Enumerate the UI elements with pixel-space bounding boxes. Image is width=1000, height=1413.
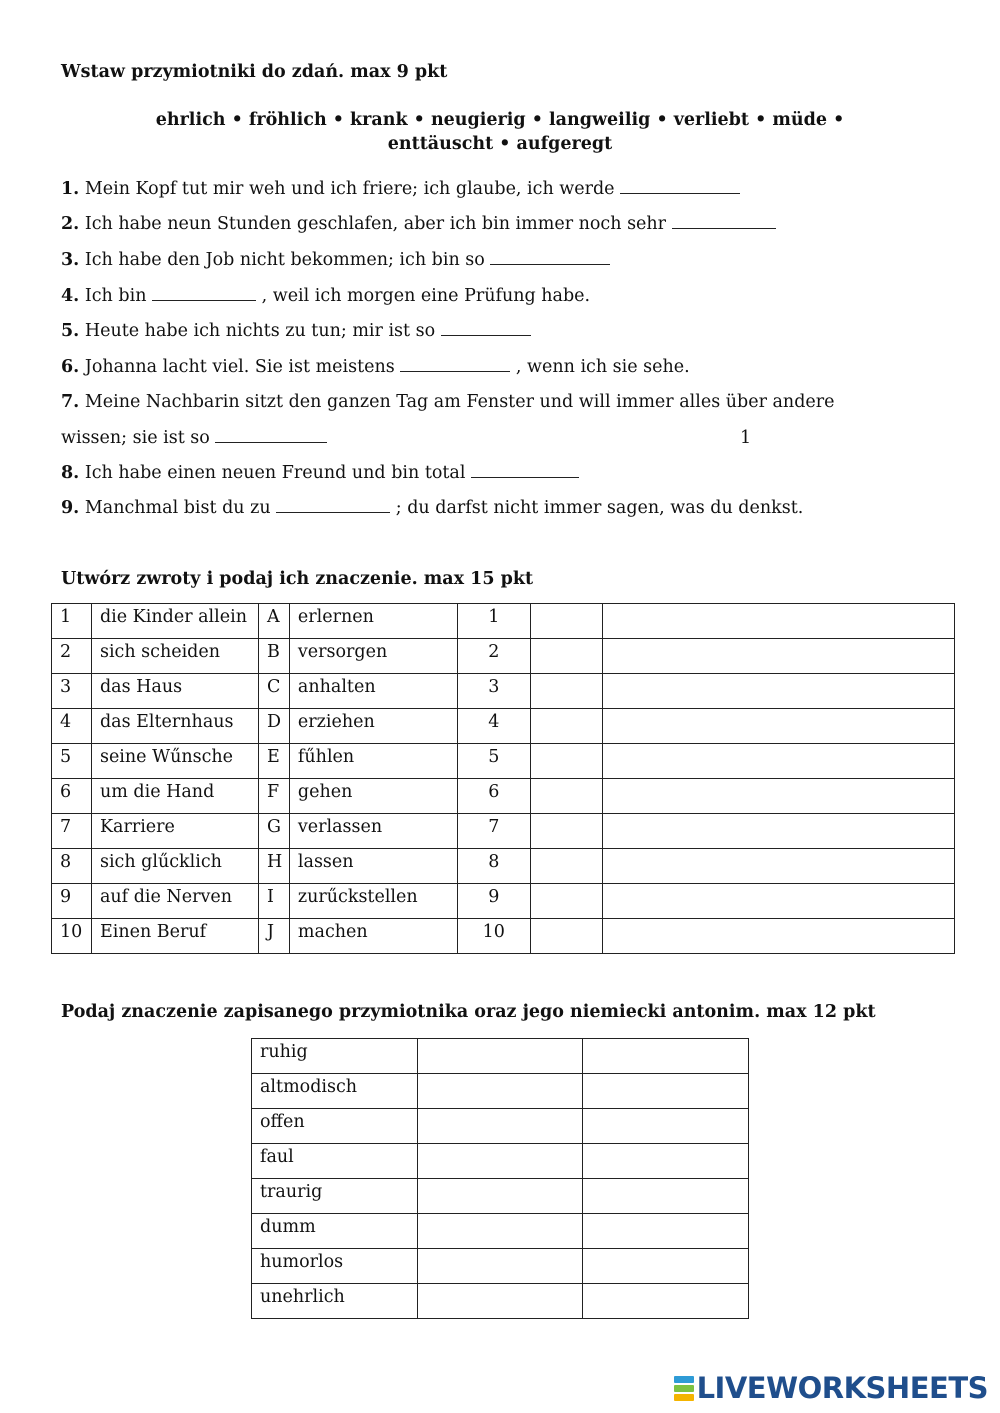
sentence-text-after: ; du darfst nicht immer sagen, was du denkst.: [390, 498, 804, 518]
phrase-cell: [91, 744, 258, 779]
sentence-text: Mein Kopf tut mir weh und ich friere; ich glaube, ich werde: [79, 179, 621, 199]
matching-table: [51, 603, 955, 954]
answer-number-cell-text: 1: [488, 607, 500, 627]
meaning-input[interactable]: [417, 1284, 583, 1319]
adjective-cell: [252, 1179, 418, 1214]
phrase-cell: [91, 849, 258, 884]
answer-letter-input[interactable]: [530, 884, 602, 919]
verb-cell: [289, 744, 457, 779]
answer-letter-input[interactable]: [530, 814, 602, 849]
row-number: [52, 814, 92, 849]
row-number: [52, 849, 92, 884]
phrase-cell-text: sich scheiden: [99, 642, 221, 662]
verb-cell-text: lassen: [297, 852, 354, 872]
answer-number-cell: [457, 744, 530, 779]
answer-blank[interactable]: [441, 320, 531, 336]
verb-cell: [289, 849, 457, 884]
row-number-text: 10: [60, 922, 83, 942]
phrase-cell: [91, 604, 258, 639]
letter-cell-text: E: [266, 747, 280, 767]
sentence-number: 9.: [61, 498, 80, 518]
sentence-number: 2.: [61, 214, 80, 234]
sentence-text: Meine Nachbarin sitzt den ganzen Tag am Fenster und will immer alles über andere: [79, 392, 835, 412]
sentence-text: Ich habe den Job nicht bekommen; ich bin so: [79, 250, 491, 270]
meaning-input[interactable]: [602, 709, 954, 744]
row-number: [52, 604, 92, 639]
answer-number-cell-text: 3: [488, 677, 500, 697]
adjective-cell-text: offen: [260, 1112, 305, 1132]
answer-number-cell-text: 2: [488, 642, 500, 662]
answer-number-cell: [457, 884, 530, 919]
answer-letter-input[interactable]: [530, 919, 602, 954]
answer-number-cell-text: 9: [488, 887, 500, 907]
verb-cell-text: zurűckstellen: [297, 887, 418, 907]
answer-number-cell: [457, 709, 530, 744]
section-2-heading: Utwórz zwroty i podaj ich znaczenie. max 15 pkt: [61, 569, 534, 589]
answer-blank[interactable]: [215, 427, 327, 443]
sentence-text: Heute habe ich nichts zu tun; mir ist so: [79, 321, 441, 341]
answer-blank[interactable]: [400, 356, 510, 372]
verb-cell-text: fűhlen: [297, 747, 355, 767]
sentence-number: 8.: [61, 463, 80, 483]
letter-cell-text: B: [266, 642, 280, 662]
meaning-input[interactable]: [602, 919, 954, 954]
row-number: [52, 744, 92, 779]
answer-blank[interactable]: [152, 285, 256, 301]
row-number-text: 5: [60, 747, 72, 767]
phrase-cell: [91, 884, 258, 919]
table-row: [52, 884, 955, 919]
meaning-input[interactable]: [602, 744, 954, 779]
answer-number-cell-text: 5: [488, 747, 500, 767]
sentence-text: wissen; sie ist so: [61, 428, 216, 448]
sentence-2: [61, 213, 776, 234]
verb-cell-text: gehen: [297, 782, 353, 802]
meaning-input[interactable]: [602, 604, 954, 639]
table-row: [52, 744, 955, 779]
adjective-cell-text: unehrlich: [260, 1287, 345, 1307]
row-number: [52, 884, 92, 919]
meaning-input[interactable]: [602, 674, 954, 709]
letter-cell: [258, 709, 289, 744]
row-number-text: 4: [60, 712, 72, 732]
row-number-text: 8: [60, 852, 72, 872]
letter-cell-text: G: [266, 817, 281, 837]
verb-cell: [289, 674, 457, 709]
sentence-text: Johanna lacht viel. Sie ist meistens: [79, 357, 401, 377]
sentence-10: [61, 497, 803, 518]
table-row: [52, 639, 955, 674]
adjective-cell: [252, 1214, 418, 1249]
answer-number-cell-text: 6: [488, 782, 500, 802]
adjective-cell-text: traurig: [260, 1182, 323, 1202]
letter-cell: [258, 604, 289, 639]
verb-cell-text: erlernen: [297, 607, 374, 627]
phrase-cell: [91, 709, 258, 744]
letter-cell: [258, 674, 289, 709]
verb-cell: [289, 709, 457, 744]
row-number: [52, 674, 92, 709]
sentence-1: [61, 178, 740, 199]
phrase-cell: [91, 814, 258, 849]
sentence-5: [61, 320, 531, 341]
sentence-text-after: , weil ich morgen eine Prüfung habe.: [256, 286, 591, 306]
answer-blank[interactable]: [276, 497, 390, 513]
phrase-cell-text: sich glűcklich: [99, 852, 222, 872]
table-row: [52, 919, 955, 954]
section-1-heading: Wstaw przymiotniki do zdań. max 9 pkt: [61, 62, 448, 82]
adjective-cell-text: altmodisch: [260, 1077, 358, 1097]
antonym-input[interactable]: [583, 1074, 749, 1109]
antonym-input[interactable]: [583, 1249, 749, 1284]
row-number: [52, 709, 92, 744]
adjective-cell-text: dumm: [260, 1217, 316, 1237]
meaning-input[interactable]: [602, 639, 954, 674]
letter-cell: [258, 744, 289, 779]
verb-cell-text: versorgen: [297, 642, 388, 662]
phrase-cell-text: Einen Beruf: [99, 922, 207, 942]
verb-cell-text: erziehen: [297, 712, 375, 732]
answer-number-cell: [457, 849, 530, 884]
meaning-input[interactable]: [417, 1249, 583, 1284]
letter-cell: [258, 779, 289, 814]
sentence-9: [61, 462, 579, 483]
answer-number-cell: [457, 919, 530, 954]
answer-number-cell-text: 7: [488, 817, 500, 837]
verb-cell-text: machen: [297, 922, 368, 942]
table-row: [252, 1074, 749, 1109]
table-row: [252, 1144, 749, 1179]
row-number-text: 7: [60, 817, 72, 837]
table-row: [252, 1039, 749, 1074]
meaning-input[interactable]: [417, 1179, 583, 1214]
letter-cell-text: H: [266, 852, 283, 872]
row-number-text: 3: [60, 677, 72, 697]
sentence-number: 5.: [61, 321, 80, 341]
logo-block: [674, 1394, 694, 1401]
verb-cell: [289, 814, 457, 849]
word-bank-line-1: ehrlich • fröhlich • krank • neugierig • langweilig • verliebt • müde •: [155, 110, 845, 130]
phrase-cell-text: das Haus: [99, 677, 183, 697]
phrase-cell-text: die Kinder allein: [99, 607, 247, 627]
side-number: 1: [740, 428, 752, 448]
table-row: [52, 604, 955, 639]
logo-text: LIVEWORKSHEETS: [696, 1371, 988, 1405]
adjective-cell: [252, 1074, 418, 1109]
antonym-input[interactable]: [583, 1284, 749, 1319]
sentence-number: 3.: [61, 250, 80, 270]
row-number: [52, 779, 92, 814]
answer-number-cell: [457, 674, 530, 709]
meaning-input[interactable]: [417, 1144, 583, 1179]
logo-block: [674, 1376, 694, 1383]
letter-cell-text: D: [266, 712, 281, 732]
antonym-input[interactable]: [583, 1109, 749, 1144]
sentence-3: [61, 249, 610, 270]
verb-cell: [289, 779, 457, 814]
letter-cell-text: A: [266, 607, 280, 627]
answer-number-cell-text: 4: [488, 712, 500, 732]
table-row: [52, 779, 955, 814]
table-row: [252, 1249, 749, 1284]
adjective-cell: [252, 1039, 418, 1074]
answer-number-cell: [457, 639, 530, 674]
verb-cell: [289, 919, 457, 954]
phrase-cell-text: um die Hand: [99, 782, 215, 802]
sentence-text: Ich habe neun Stunden geschlafen, aber ich bin immer noch sehr: [79, 214, 672, 234]
table-row: [252, 1109, 749, 1144]
phrase-cell-text: das Elternhaus: [99, 712, 234, 732]
answer-letter-input[interactable]: [530, 709, 602, 744]
letter-cell: [258, 639, 289, 674]
verb-cell-text: verlassen: [297, 817, 383, 837]
answer-number-cell-text: 8: [488, 852, 500, 872]
meaning-input[interactable]: [602, 814, 954, 849]
sentence-7: [61, 392, 834, 412]
phrase-cell: [91, 674, 258, 709]
meaning-input[interactable]: [602, 884, 954, 919]
adjective-table: [251, 1038, 749, 1319]
sentence-text: Manchmal bist du zu: [79, 498, 277, 518]
table-row: [52, 674, 955, 709]
verb-cell: [289, 604, 457, 639]
word-bank: [100, 108, 900, 156]
answer-number-cell: [457, 779, 530, 814]
adjective-cell-text: humorlos: [260, 1252, 344, 1272]
sentence-text: Ich bin: [79, 286, 153, 306]
logo-block: [674, 1385, 694, 1392]
answer-letter-input[interactable]: [530, 604, 602, 639]
antonym-input[interactable]: [583, 1214, 749, 1249]
antonym-input[interactable]: [583, 1179, 749, 1214]
sentence-4: [61, 285, 590, 306]
adjective-cell: [252, 1249, 418, 1284]
letter-cell-text: F: [266, 782, 280, 802]
table-row: [52, 709, 955, 744]
sentence-number: 6.: [61, 357, 80, 377]
letter-cell: [258, 884, 289, 919]
letter-cell: [258, 919, 289, 954]
table-row: [252, 1179, 749, 1214]
answer-blank[interactable]: [672, 213, 776, 229]
phrase-cell-text: Karriere: [99, 817, 175, 837]
row-number-text: 6: [60, 782, 72, 802]
row-number-text: 2: [60, 642, 72, 662]
letter-cell-text: I: [266, 887, 274, 907]
meaning-input[interactable]: [417, 1039, 583, 1074]
phrase-cell: [91, 919, 258, 954]
sentence-text: Ich habe einen neuen Freund und bin total: [79, 463, 472, 483]
adjective-cell: [252, 1109, 418, 1144]
row-number-text: 9: [60, 887, 72, 907]
answer-letter-input[interactable]: [530, 674, 602, 709]
phrase-cell: [91, 639, 258, 674]
meaning-input[interactable]: [417, 1214, 583, 1249]
answer-blank[interactable]: [490, 249, 610, 265]
answer-number-cell: [457, 814, 530, 849]
meaning-input[interactable]: [417, 1109, 583, 1144]
answer-letter-input[interactable]: [530, 779, 602, 814]
meaning-input[interactable]: [602, 849, 954, 884]
sentence-number: 4.: [61, 286, 80, 306]
adjective-cell: [252, 1144, 418, 1179]
answer-letter-input[interactable]: [530, 849, 602, 884]
row-number-text: 1: [60, 607, 72, 627]
phrase-cell-text: auf die Nerven: [99, 887, 232, 907]
phrase-cell: [91, 779, 258, 814]
adjective-cell: [252, 1284, 418, 1319]
sentence-6: [61, 356, 690, 377]
answer-letter-input[interactable]: [530, 744, 602, 779]
section-3-heading: Podaj znaczenie zapisanego przymiotnika oraz jego niemiecki antonim. max 12 pkt: [61, 1002, 876, 1022]
antonym-input[interactable]: [583, 1144, 749, 1179]
answer-blank[interactable]: [471, 462, 579, 478]
answer-number-cell: [457, 604, 530, 639]
adjective-cell-text: ruhig: [260, 1042, 308, 1062]
answer-letter-input[interactable]: [530, 639, 602, 674]
liveworksheets-logo: [674, 1372, 988, 1404]
sentence-number: 7.: [61, 392, 80, 412]
meaning-input[interactable]: [417, 1074, 583, 1109]
answer-number-cell-text: 10: [482, 922, 505, 942]
letter-cell: [258, 814, 289, 849]
verb-cell: [289, 884, 457, 919]
table-row: [252, 1214, 749, 1249]
table-row: [52, 849, 955, 884]
verb-cell: [289, 639, 457, 674]
row-number: [52, 639, 92, 674]
word-bank-line-2: enttäuscht • aufgeregt: [387, 134, 613, 154]
phrase-cell-text: seine Wűnsche: [99, 747, 234, 767]
logo-mark-icon: [674, 1375, 694, 1402]
antonym-input[interactable]: [583, 1039, 749, 1074]
adjective-cell-text: faul: [260, 1147, 294, 1167]
letter-cell: [258, 849, 289, 884]
answer-blank[interactable]: [620, 178, 740, 194]
table-row: [252, 1284, 749, 1319]
table-row: [52, 814, 955, 849]
letter-cell-text: J: [266, 922, 274, 942]
letter-cell-text: C: [266, 677, 281, 697]
verb-cell-text: anhalten: [297, 677, 376, 697]
sentence-8: [61, 427, 327, 448]
sentence-text-after: , wenn ich sie sehe.: [510, 357, 690, 377]
row-number: [52, 919, 92, 954]
meaning-input[interactable]: [602, 779, 954, 814]
sentence-number: 1.: [61, 179, 80, 199]
